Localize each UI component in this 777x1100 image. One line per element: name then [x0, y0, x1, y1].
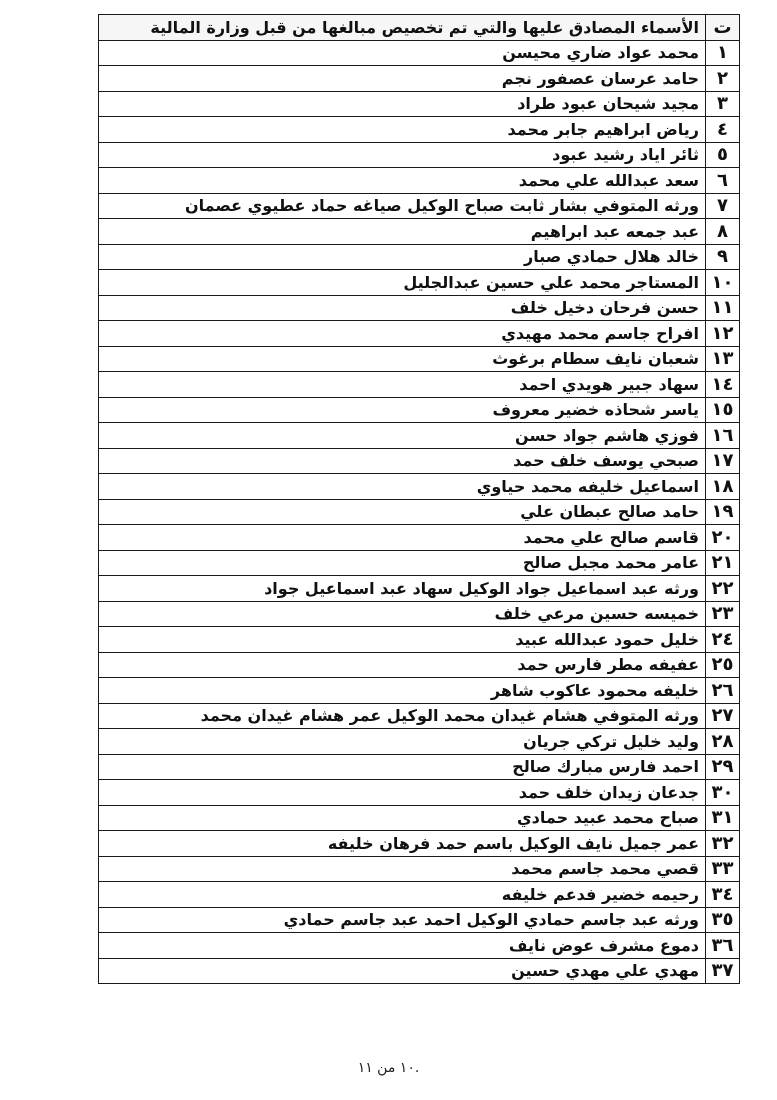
- row-number: ٢٥: [706, 652, 740, 678]
- row-number: ٣٣: [706, 856, 740, 882]
- table-row: [99, 678, 740, 704]
- table-header-row: [99, 15, 740, 41]
- row-name: ورثه المتوفي بشار ثابت صباح الوكيل صياغه حماد عطيوي عصمان: [99, 193, 706, 219]
- row-number: ١٢: [706, 321, 740, 347]
- row-name: حسن فرحان دخيل خلف: [99, 295, 706, 321]
- row-name: جدعان زيدان خلف حمد: [99, 780, 706, 806]
- row-name: قاسم صالح علي محمد: [99, 525, 706, 551]
- row-name: عمر جميل نايف الوكيل باسم حمد فرهان خليفه: [99, 831, 706, 857]
- table-row: [99, 244, 740, 270]
- row-name: قصي محمد جاسم محمد: [99, 856, 706, 882]
- table-row: [99, 66, 740, 92]
- table-body: [99, 40, 740, 984]
- row-name: خليل حمود عبدالله عبيد: [99, 627, 706, 653]
- table-row: [99, 295, 740, 321]
- row-name: ياسر شحاذه خضير معروف: [99, 397, 706, 423]
- row-number: ٤: [706, 117, 740, 143]
- table-row: [99, 856, 740, 882]
- table-row: [99, 168, 740, 194]
- table-row: [99, 907, 740, 933]
- row-name: عبد جمعه عبد ابراهيم: [99, 219, 706, 245]
- row-name: خالد هلال حمادي صبار: [99, 244, 706, 270]
- row-name: احمد فارس مبارك صالح: [99, 754, 706, 780]
- table-row: [99, 882, 740, 908]
- table-row: [99, 372, 740, 398]
- row-name: دموع مشرف عوض نايف: [99, 933, 706, 959]
- row-name: خميسه حسين مرعي خلف: [99, 601, 706, 627]
- table-row: [99, 576, 740, 602]
- row-number: ٢٧: [706, 703, 740, 729]
- row-name: شعبان نايف سطام برغوث: [99, 346, 706, 372]
- row-name: فوزي هاشم جواد حسن: [99, 423, 706, 449]
- row-number: ١٨: [706, 474, 740, 500]
- row-number: ٣١: [706, 805, 740, 831]
- row-number: ٢٩: [706, 754, 740, 780]
- table-row: [99, 601, 740, 627]
- row-number: ١٥: [706, 397, 740, 423]
- row-number: ٢٦: [706, 678, 740, 704]
- table-row: [99, 397, 740, 423]
- row-number: ٢٣: [706, 601, 740, 627]
- row-name: مجيد شيحان عبود طراد: [99, 91, 706, 117]
- table-row: [99, 474, 740, 500]
- row-number: ٣: [706, 91, 740, 117]
- table-row: [99, 780, 740, 806]
- row-number: ٢٠: [706, 525, 740, 551]
- table-row: [99, 831, 740, 857]
- row-number: ٣٥: [706, 907, 740, 933]
- row-name: محمد عواد ضاري محيسن: [99, 40, 706, 66]
- table-row: [99, 270, 740, 296]
- row-number: ١٣: [706, 346, 740, 372]
- row-number: ١٩: [706, 499, 740, 525]
- table-row: [99, 91, 740, 117]
- row-name: ورثه عبد اسماعيل جواد الوكيل سهاد عبد اسماعيل جواد: [99, 576, 706, 602]
- row-number: ٢٢: [706, 576, 740, 602]
- row-number: ٣٤: [706, 882, 740, 908]
- row-number: ٧: [706, 193, 740, 219]
- row-number: ١٤: [706, 372, 740, 398]
- row-name: ورثه المتوفي هشام غيدان محمد الوكيل عمر هشام غيدان محمد: [99, 703, 706, 729]
- row-name: صباح محمد عبيد حمادي: [99, 805, 706, 831]
- table-row: [99, 729, 740, 755]
- table-row: [99, 448, 740, 474]
- row-number: ٨: [706, 219, 740, 245]
- row-name: ثائر اياد رشيد عبود: [99, 142, 706, 168]
- row-name: عامر محمد مجبل صالح: [99, 550, 706, 576]
- row-name: وليد خليل تركي جريان: [99, 729, 706, 755]
- table-row: [99, 805, 740, 831]
- row-number: ١٧: [706, 448, 740, 474]
- table-row: [99, 525, 740, 551]
- row-name: افراح جاسم محمد مهيدي: [99, 321, 706, 347]
- row-number: ١: [706, 40, 740, 66]
- table-row: [99, 933, 740, 959]
- row-number: ١١: [706, 295, 740, 321]
- row-number: ٣٦: [706, 933, 740, 959]
- row-number: ٣٧: [706, 958, 740, 984]
- row-name: حامد عرسان عصفور نجم: [99, 66, 706, 92]
- table-row: [99, 117, 740, 143]
- row-name: صبحي يوسف خلف حمد: [99, 448, 706, 474]
- table-row: [99, 754, 740, 780]
- row-number: ٣٠: [706, 780, 740, 806]
- row-number: ٢١: [706, 550, 740, 576]
- table-row: [99, 703, 740, 729]
- table-row: [99, 219, 740, 245]
- row-number: ١٠: [706, 270, 740, 296]
- row-name: سهاد جبير هويدي احمد: [99, 372, 706, 398]
- row-number: ٢: [706, 66, 740, 92]
- names-column-header: الأسماء المصادق عليها والتي تم تخصيص مبالغها من قبل وزارة المالية: [99, 15, 706, 41]
- table-row: [99, 550, 740, 576]
- row-name: حامد صالح عبطان علي: [99, 499, 706, 525]
- row-number: ٩: [706, 244, 740, 270]
- table-row: [99, 652, 740, 678]
- row-name: المستاجر محمد علي حسين عبدالجليل: [99, 270, 706, 296]
- table-row: [99, 346, 740, 372]
- row-name: رياض ابراهيم جابر محمد: [99, 117, 706, 143]
- number-column-header: ت: [706, 15, 740, 41]
- row-name: خليفه محمود عاكوب شاهر: [99, 678, 706, 704]
- table-row: [99, 423, 740, 449]
- table-row: [99, 958, 740, 984]
- table-row: [99, 627, 740, 653]
- table-row: [99, 40, 740, 66]
- row-number: ٦: [706, 168, 740, 194]
- page-number: .١٠ من ١١: [357, 1060, 420, 1076]
- table-row: [99, 142, 740, 168]
- row-number: ٢٤: [706, 627, 740, 653]
- names-table: [98, 14, 740, 984]
- table-row: [99, 321, 740, 347]
- row-number: ٣٢: [706, 831, 740, 857]
- row-name: عفيفه مطر فارس حمد: [99, 652, 706, 678]
- row-name: سعد عبدالله علي محمد: [99, 168, 706, 194]
- table-row: [99, 193, 740, 219]
- row-name: ورثه عبد جاسم حمادي الوكيل احمد عبد جاسم حمادي: [99, 907, 706, 933]
- row-name: رحيمه خضير فدعم خليفه: [99, 882, 706, 908]
- row-number: ٢٨: [706, 729, 740, 755]
- row-number: ١٦: [706, 423, 740, 449]
- row-number: ٥: [706, 142, 740, 168]
- table-row: [99, 499, 740, 525]
- row-name: اسماعيل خليفه محمد حياوي: [99, 474, 706, 500]
- row-name: مهدي علي مهدي حسين: [99, 958, 706, 984]
